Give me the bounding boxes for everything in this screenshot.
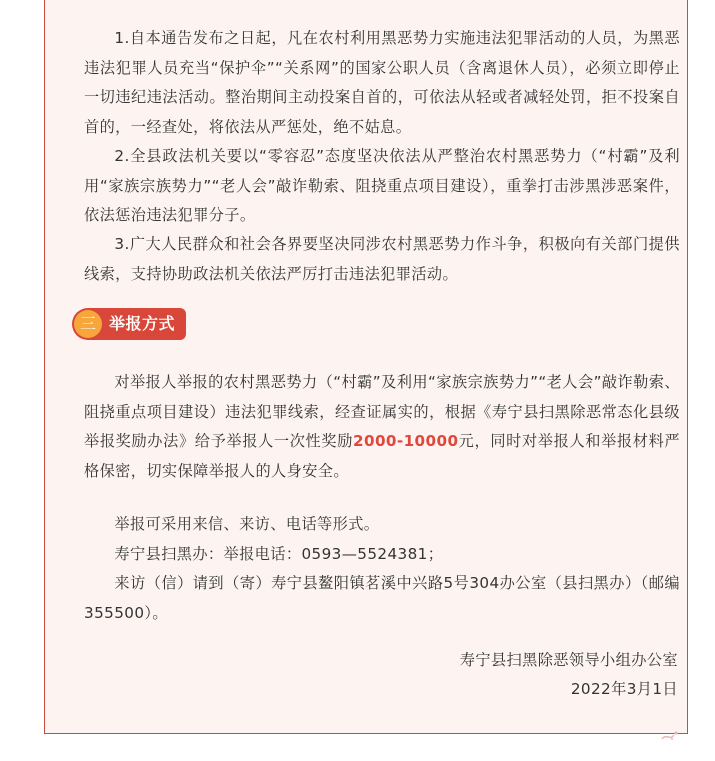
paragraph-3: 3.广大人民群众和社会各界要坚决同涉农村黑恶势力作斗争，积极向有关部门提供线索，支持协助政法机关依法严厉打击违法犯罪活动。 bbox=[84, 235, 680, 283]
reward-text-before: 对举报人举报的农村黑恶势力（“村霸”及利用“家族宗族势力”“老人会”敲诈勒索、阻挠重点项目建设）违法犯罪线索，经查证属实的，根据《寿宁县扫黑除恶常态化县级举报奖励办法》给予举报人一次性奖励 bbox=[84, 373, 680, 450]
section-number-badge: 三 bbox=[74, 310, 102, 338]
report-phone: 寿宁县扫黑办：举报电话：0593—5524381； bbox=[114, 545, 444, 563]
reward-amount: 2000-10000 bbox=[353, 432, 459, 450]
reward-text-after: 元，同时对举报人和举报材料严格保密，切实保障举报人的人身安全。 bbox=[84, 432, 680, 480]
signature-org: 寿宁县扫黑除恶领导小组办公室 bbox=[459, 651, 678, 669]
paragraph-1: 1.自本通告发布之日起，凡在农村利用黑恶势力实施违法犯罪活动的人员，为黑恶违法犯罪人员充当“保护伞”“关系网”的国家公职人员（含离退休人员），必须立即停止一切违纪违法活动。整治期间主动投案自首的，可依法从轻或者减轻处罚，拒不投案自首的，一经查处，将依法从严惩处，绝不姑息。 bbox=[84, 29, 680, 136]
corner-ornament-icon bbox=[660, 727, 680, 743]
reward-paragraph bbox=[84, 368, 680, 486]
report-address: 来访（信）请到（寄）寿宁县鳌阳镇茗溪中兴路5号304办公室（县扫黑办）（邮编355500）。 bbox=[84, 574, 680, 622]
signature-date: 2022年3月1日 bbox=[570, 680, 678, 698]
section-title: 举报方式 bbox=[109, 314, 176, 333]
paragraph-2: 2.全县政法机关要以“零容忍”态度坚决依法从严整治农村黑恶势力（“村霸”及利用“家族宗族势力”“老人会”敲诈勒索、阻挠重点项目建设），重拳打击涉黑涉恶案件，依法惩治违法犯罪分子。 bbox=[84, 147, 680, 224]
report-forms: 举报可采用来信、来访、电话等形式。 bbox=[114, 515, 380, 533]
section-header bbox=[72, 308, 186, 340]
